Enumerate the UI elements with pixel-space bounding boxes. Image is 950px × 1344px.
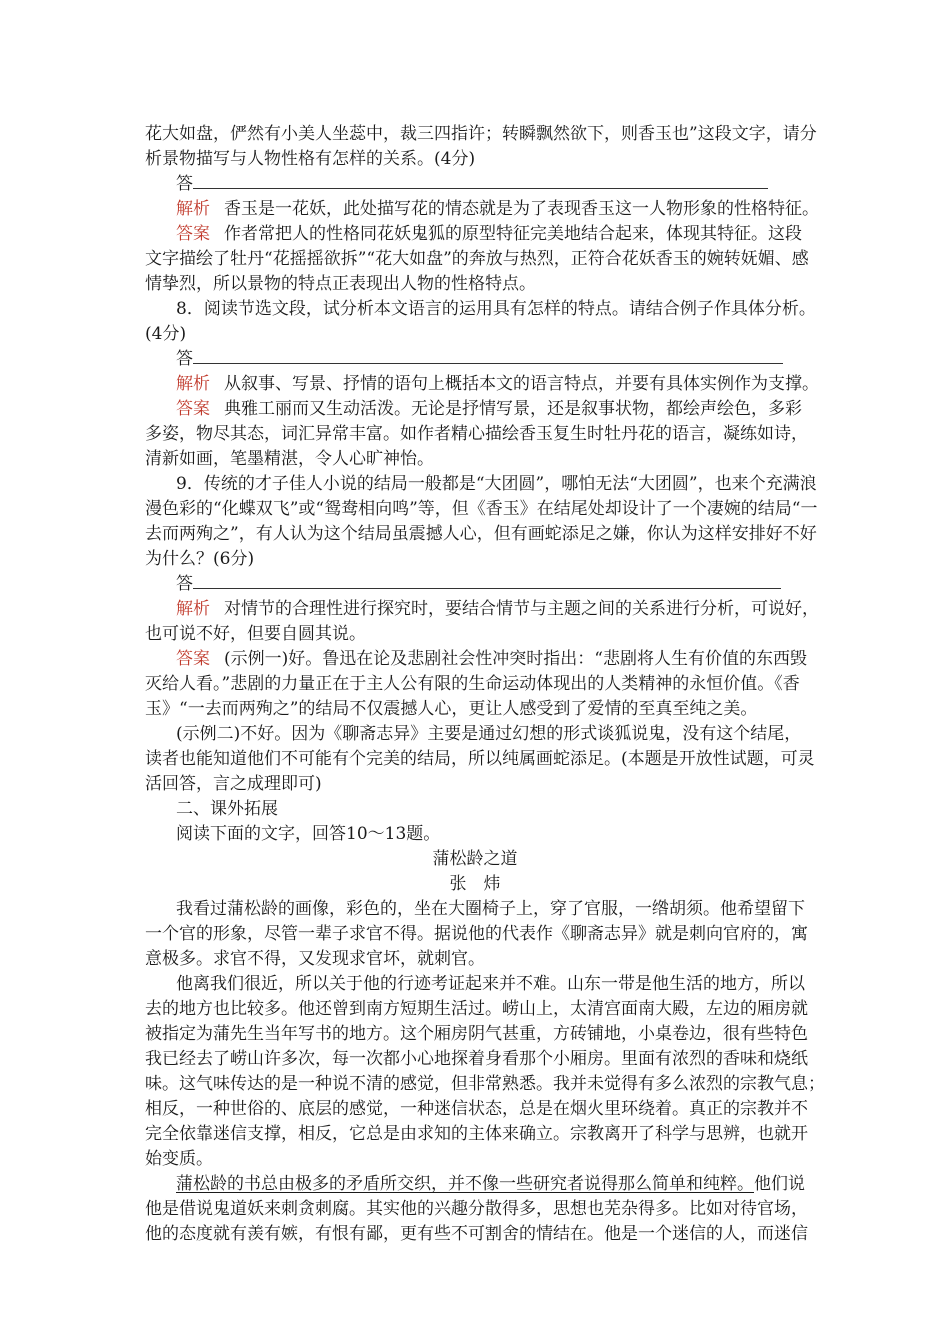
q7-key <box>176 222 802 246</box>
p2-line-6: 相反，一种世俗的、底层的感觉，一种迷信状态，总是在烟火里环绕着。真正的宗教并不 <box>145 1099 808 1119</box>
q7-analysis <box>176 197 819 221</box>
analysis-label: 解析 <box>176 599 210 619</box>
q8-line-2: (4分) <box>145 324 187 344</box>
q9-example2-line-2: 读者也能知道他们不可能有个完美的结局，所以纯属画蛇添足。(本题是开放性试题，可灵 <box>145 749 815 769</box>
analysis-text: 对情节的合理性进行探究时，要结合情节与主题之间的关系进行分析，可说好， <box>224 599 819 619</box>
p2-line-8: 始变质。 <box>145 1149 213 1169</box>
key-label: 答案 <box>176 649 210 669</box>
p2-line-4: 我已经去了崂山许多次，每一次都小心地探着身看那个小厢房。里面有浓烈的香味和烧纸 <box>145 1049 808 1069</box>
q8-key-line-3: 清新如画，笔墨精湛，令人心旷神怡。 <box>145 449 434 469</box>
analysis-text: 从叙事、写景、抒情的语句上概括本文的语言特点，并要有具体实例作为支撑。 <box>224 374 819 394</box>
p1-line-1: 我看过蒲松龄的画像，彩色的，坐在大圈椅子上，穿了官服，一绺胡须。他希望留下 <box>176 899 805 919</box>
answer-prompt: 答 <box>176 574 193 594</box>
q8-key <box>176 397 802 421</box>
p3-line-3: 他的态度就有羡有嫉，有恨有鄙，更有些不可割舍的情结在。他是一个迷信的人，而迷信 <box>145 1224 808 1244</box>
analysis-text: 香玉是一花妖，此处描写花的情态就是为了表现香玉这一人物形象的性格特征。 <box>224 199 819 219</box>
p2-line-3: 被指定为蒲先生当年写书的地方。这个厢房阴气甚重，方砖铺地，小桌卷边，很有些特色 <box>145 1024 808 1044</box>
key-text: 作者常把人的性格同花妖鬼狐的原型特征完美地结合起来，体现其特征。这段 <box>224 224 802 244</box>
q9-example2-line-1: (示例二)不好。因为《聊斋志异》主要是通过幻想的形式谈狐说鬼，没有这个结尾， <box>176 724 802 744</box>
article-title: 蒲松龄之道 <box>432 849 518 869</box>
article-author: 张 炜 <box>449 874 501 894</box>
answer-prompt: 答 <box>176 174 193 194</box>
q8-answer-field[interactable] <box>176 347 783 371</box>
q7-line-1: 花大如盘，俨然有小美人坐蕊中，裁三四指许；转瞬飘然欲下，则香玉也”这段文字，请分 <box>145 124 817 144</box>
q8-key-line-2: 多姿，物尽其态，词汇异常丰富。如作者精心描绘香玉复生时牡丹花的语言，凝练如诗， <box>145 424 808 444</box>
p1-line-3: 意极多。求官不得，又发现求官坏，就刺官。 <box>145 949 485 969</box>
reading-instruction: 阅读下面的文字，回答10～13题。 <box>176 824 441 844</box>
answer-prompt: 答 <box>176 349 193 369</box>
q7-key-line-2: 文字描绘了牡丹“花摇摇欲拆”“花大如盘”的奔放与热烈，正符合花妖香玉的婉转妩媚、感 <box>145 249 809 269</box>
underlined-sentence: 蒲松龄的书总由极多的矛盾所交织，并不像一些研究者说得那么简单和纯粹。 <box>176 1174 754 1194</box>
p3-line-1 <box>176 1172 805 1196</box>
p2-line-2: 去的地方也比较多。他还曾到南方短期生活过。崂山上，太清宫面南大殿，左边的厢房就 <box>145 999 808 1019</box>
q9-line-4: 为什么？(6分) <box>145 549 255 569</box>
q7-key-line-3: 情挚烈，所以景物的特点正表现出人物的性格特点。 <box>145 274 536 294</box>
p3-line-2: 他是借说鬼道妖来刺贪刺腐。其实他的兴趣分散得多，思想也芜杂得多。比如对待官场， <box>145 1199 808 1219</box>
p2-line-5: 味。这气味传达的是一种说不清的感觉，但非常熟悉。我并未觉得有多么浓烈的宗教气息； <box>145 1074 825 1094</box>
q9-line-3: 去而两殉之”，有人认为这个结局虽震撼人心，但有画蛇添足之嫌，你认为这样安排好不好 <box>145 524 817 544</box>
p3-line-1-rest: 他们说 <box>754 1174 805 1194</box>
p2-line-7: 完全依靠迷信支撑，相反，它总是由求知的主体来确立。宗教离开了科学与思辨，也就开 <box>145 1124 808 1144</box>
section-heading: 二、课外拓展 <box>176 799 278 819</box>
p1-line-2: 一个官的形象，尽管一辈子求官不得。据说他的代表作《聊斋志异》就是刺向官府的，寓 <box>145 924 808 944</box>
key-label: 答案 <box>176 224 210 244</box>
p2-line-1: 他离我们很近，所以关于他的行迹考证起来并不难。山东一带是他生活的地方，所以 <box>176 974 805 994</box>
q9-answer-field[interactable] <box>176 572 781 596</box>
answer-line <box>193 349 783 364</box>
q9-line-2: 漫色彩的“化蝶双飞”或“鸳鸯相向鸣”等，但《香玉》在结尾处却设计了一个凄婉的结局“一 <box>145 499 818 519</box>
q9-line-1: 9．传统的才子佳人小说的结局一般都是“大团圆”，哪怕无法“大团圆”，也来个充满浪 <box>176 474 817 494</box>
answer-line <box>193 574 781 589</box>
q9-analysis-line-2: 也可说不好，但要自圆其说。 <box>145 624 366 644</box>
q7-answer-field[interactable] <box>176 172 768 196</box>
key-label: 答案 <box>176 399 210 419</box>
q9-key <box>176 647 807 671</box>
q7-line-2: 析景物描写与人物性格有怎样的关系。(4分) <box>145 149 476 169</box>
key-text: (示例一)好。鲁迅在论及悲剧社会性冲突时指出：“悲剧将人生有价值的东西毁 <box>224 649 807 669</box>
q9-example2-line-3: 活回答，言之成理即可) <box>145 774 322 794</box>
q9-key-line-3: 玉》“一去而两殉之”的结局不仅震撼人心，更让人感受到了爱情的至真至纯之美。 <box>145 699 758 719</box>
q8-line-1: 8．阅读节选文段，试分析本文语言的运用具有怎样的特点。请结合例子作具体分析。 <box>176 299 816 319</box>
analysis-label: 解析 <box>176 199 210 219</box>
analysis-label: 解析 <box>176 374 210 394</box>
answer-line <box>193 174 768 189</box>
q9-analysis <box>176 597 819 621</box>
key-text: 典雅工丽而又生动活泼。无论是抒情写景，还是叙事状物，都绘声绘色，多彩 <box>224 399 802 419</box>
q9-key-line-2: 灭给人看。”悲剧的力量正在于主人公有限的生命运动体现出的人类精神的永恒价值。《香 <box>145 674 800 694</box>
q8-analysis <box>176 372 819 396</box>
